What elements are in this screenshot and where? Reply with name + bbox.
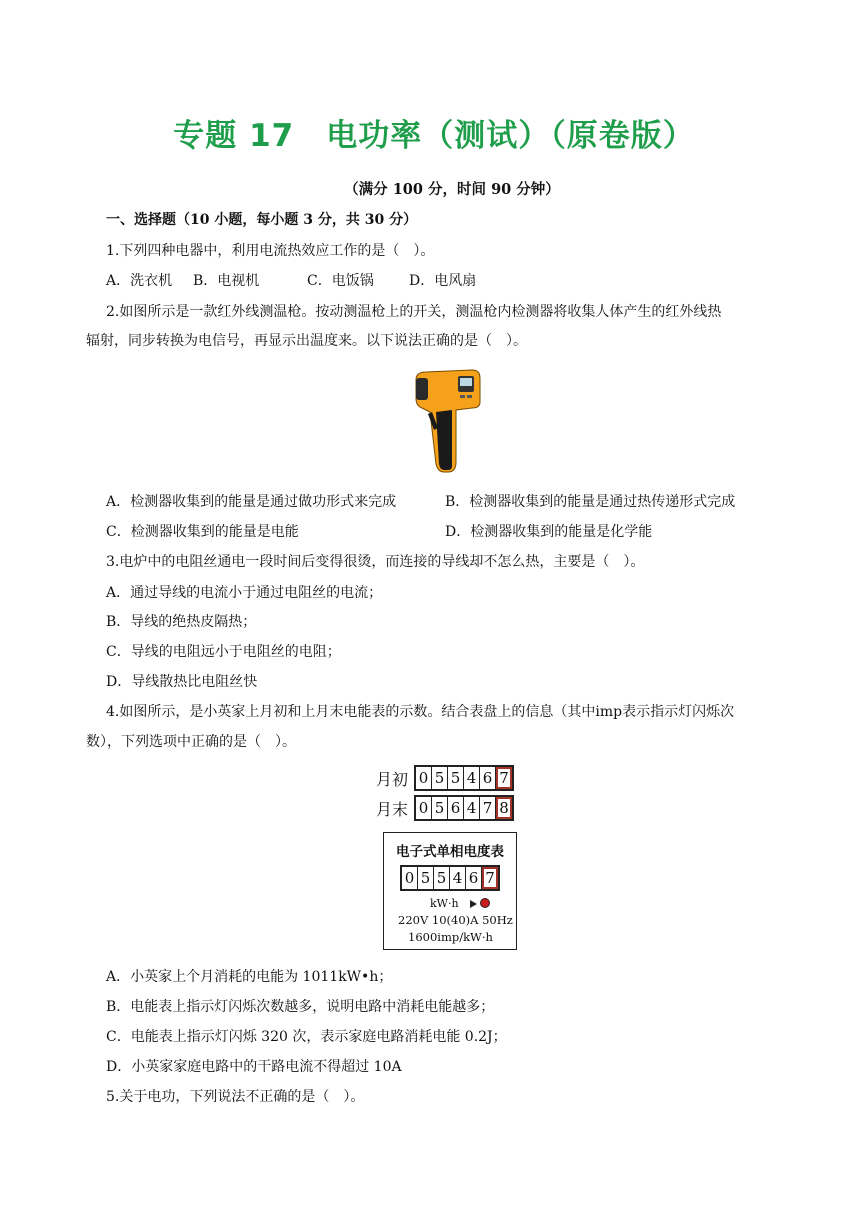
section-heading: 一、选择题（10 小题，每小题 3 分，共 30 分） [106,212,418,228]
digit: 4 [464,797,480,819]
digit: 0 [416,797,432,819]
reading-end-digits [414,795,514,821]
digit: 5 [418,867,434,889]
meter-imp: 1600imp/kW·h [408,930,493,944]
digit: 0 [402,867,418,889]
q1-option-a: A．洗衣机 [106,273,173,289]
meter-digits [400,865,500,891]
q4-option-c: C．电能表上指示灯闪烁 320 次，表示家庭电路消耗电能 0.2J； [106,1029,507,1045]
q1-option-b: B．电视机 [193,273,260,289]
digit: 6 [466,867,482,889]
indicator-light-icon [480,898,490,908]
question-2-stem-line2: 辐射，同步转换为电信号，再显示出温度来。以下说法正确的是（ ）。 [86,333,527,349]
question-3-stem: 3.电炉中的电阻丝通电一段时间后变得很烫，而连接的导线却不怎么热，主要是（ ）。 [106,554,645,570]
digit: 6 [448,797,464,819]
digit: 5 [448,767,464,789]
digit: 6 [480,767,496,789]
question-4-stem-line1: 4.如图所示，是小英家上月初和上月末电能表的示数。结合表盘上的信息（其中imp表示指示灯闪烁次 [106,704,735,720]
q3-option-a: A．通过导线的电流小于通过电阻丝的电流； [106,585,383,601]
meter-title: 电子式单相电度表 [396,844,504,860]
q1-option-d: D．电风扇 [409,273,477,289]
digit: 5 [432,797,448,819]
q2-option-a: A．检测器收集到的能量是通过做功形式来完成 [106,494,397,510]
question-5-stem: 5.关于电功，下列说法不正确的是（ ）。 [106,1089,365,1105]
q4-option-b: B．电能表上指示灯闪烁次数越多，说明电路中消耗电能越多； [106,999,495,1015]
meter-reading-start [376,765,514,791]
digit: 0 [416,767,432,789]
digit-decimal: 7 [496,767,512,789]
question-4-stem-line2: 数），下列选项中正确的是（ ）。 [86,734,296,750]
indicator-arrow-icon [470,900,477,908]
reading-start-digits [414,765,514,791]
page-subtitle: （满分 100 分，时间 90 分钟） [344,181,560,198]
q2-option-c: C．检测器收集到的能量是电能 [106,524,299,540]
page-title: 专题 17 电功率（测试）（原卷版） [173,118,695,154]
q4-option-a: A．小英家上个月消耗的电能为 1011kW•h； [106,969,393,985]
digit: 5 [434,867,450,889]
reading-start-label: 月初 [376,769,409,789]
reading-end-label: 月末 [376,799,409,819]
meter-unit: kW·h [430,897,459,910]
q2-option-d: D．检测器收集到的能量是化学能 [445,524,653,540]
digit: 4 [464,767,480,789]
q3-option-d: D．导线散热比电阻丝快 [106,674,258,690]
q1-option-c: C．电饭锅 [307,273,374,289]
infrared-thermometer-icon [412,366,482,478]
meter-reading-end [376,795,514,821]
q2-option-b: B．检测器收集到的能量是通过热传递形式完成 [445,494,736,510]
digit-decimal: 7 [482,867,498,889]
question-2-stem-line1: 2.如图所示是一款红外线测温枪。按动测温枪上的开关，测温枪内检测器将收集人体产生的红外线热 [106,304,722,320]
digit: 5 [432,767,448,789]
q3-option-b: B．导线的绝热皮隔热； [106,614,257,630]
meter-spec: 220V 10(40)A 50Hz [398,913,513,927]
digit-decimal: 8 [496,797,512,819]
q3-option-c: C．导线的电阻远小于电阻丝的电阻； [106,644,341,660]
q4-option-d: D．小英家家庭电路中的干路电流不得超过 10A [106,1059,402,1075]
question-1-stem: 1.下列四种电器中，利用电流热效应工作的是（ ）。 [106,243,435,259]
digit: 4 [450,867,466,889]
electricity-meter-figure [383,832,517,950]
digit: 7 [480,797,496,819]
